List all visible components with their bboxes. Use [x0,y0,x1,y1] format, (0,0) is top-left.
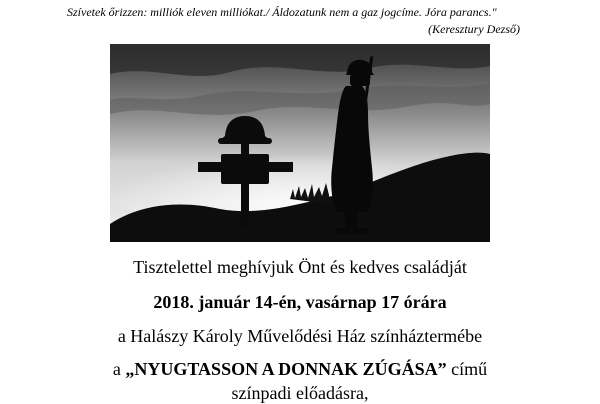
performance-title: „NYUGTASSON A DONNAK ZÚGÁSA” [125,359,447,379]
invitation-greeting: Tisztelettel meghívjuk Önt és kedves családját [133,257,467,277]
invitation-venue: a Halászy Károly Művelődési Ház színháztermébe [117,326,483,346]
poem-quote-line: Szívetek őrizzen: milliók eleven milliókat./ Áldozatunk nem a gaz jogcíme. Jóra parancs." [67,5,497,19]
invitation-title-line [0,358,600,380]
memorial-photo [110,44,490,242]
title-prefix: a [112,359,126,379]
title-suffix: című [446,359,488,379]
invitation-date-time: 2018. január 14-én, vasárnap 17 órára [153,292,447,312]
poem-author: (Keresztury Dezső) [428,22,520,36]
invitation-closing: színpadi előadásra, [231,383,369,403]
